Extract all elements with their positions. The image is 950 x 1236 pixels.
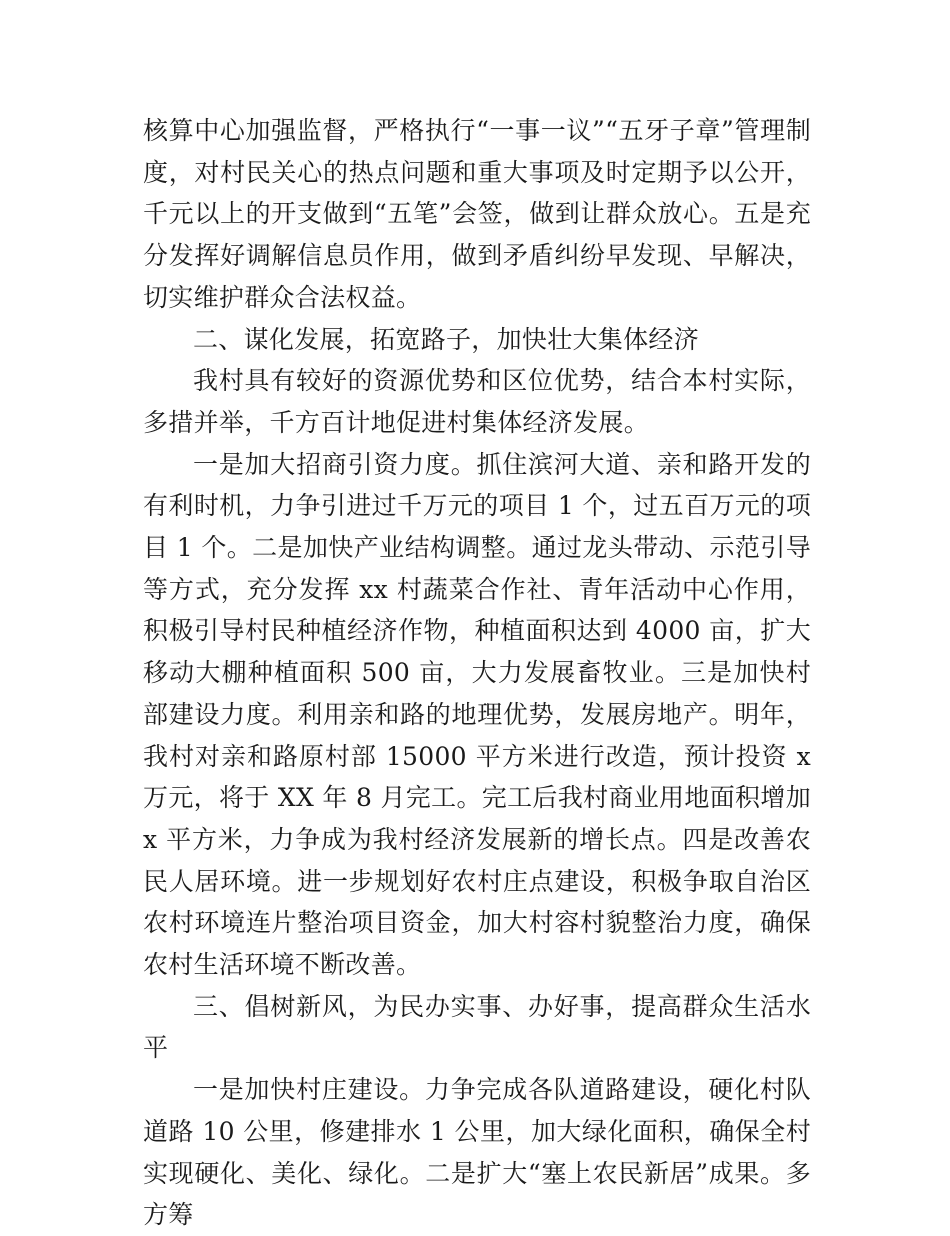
document-body — [143, 110, 811, 1236]
section-heading-three: 三、倡树新风，为民办实事、办好事，提高群众生活水平 — [143, 991, 811, 1063]
paragraph-measures: 一是加大招商引资力度。抓住滨河大道、亲和路开发的有利时机，力争引进过千万元的项目 1 个，过五百万元的项目 1 个。二是加快产业结构调整。通过龙头带动、示范引导等方式，充分发挥 xx 村蔬菜合作社、青年活动中心作用，积极引导村民种植经济作物，种植面积达到 4000 亩，扩大移动大棚种植面积 500 亩，大力发展畜牧业。三是加快村部建设力度。利用亲和路的地理优势，发展房地产。明年，我村对亲和路原村部 15000 平方米进行改造，预计投资 x 万元，将于 XX 年 8 月完工。完工后我村商业用地面积增加 x 平方米，力争成为我村经济发展新的增长点。四是改善农民人居环境。进一步规划好农村庄点建设，积极争取自治区农村环境连片整治项目资金，加大村容村貌整治力度，确保农村生活环境不断改善。 — [143, 449, 811, 980]
paragraph-continuation: 核算中心加强监督，严格执行“一事一议”“五牙子章”管理制度，对村民关心的热点问题和重大事项及时定期予以公开，千元以上的开支做到“五笔”会签，做到让群众放心。五是充分发挥好调解信息员作用，做到矛盾纠纷早发现、早解决，切实维护群众合法权益。 — [143, 116, 811, 312]
section-heading-two: 二、谋化发展，拓宽路子，加快壮大集体经济 — [193, 324, 700, 354]
paragraph-intro: 我村具有较好的资源优势和区位优势，结合本村实际，多措并举，千方百计地促进村集体经济发展。 — [143, 366, 811, 437]
paragraph-village-construction: 一是加快村庄建设。力争完成各队道路建设，硬化村队道路 10 公里，修建排水 1 公里，加大绿化面积，确保全村实现硬化、美化、绿化。二是扩大“塞上农民新居”成果。多方筹 — [143, 1075, 811, 1230]
